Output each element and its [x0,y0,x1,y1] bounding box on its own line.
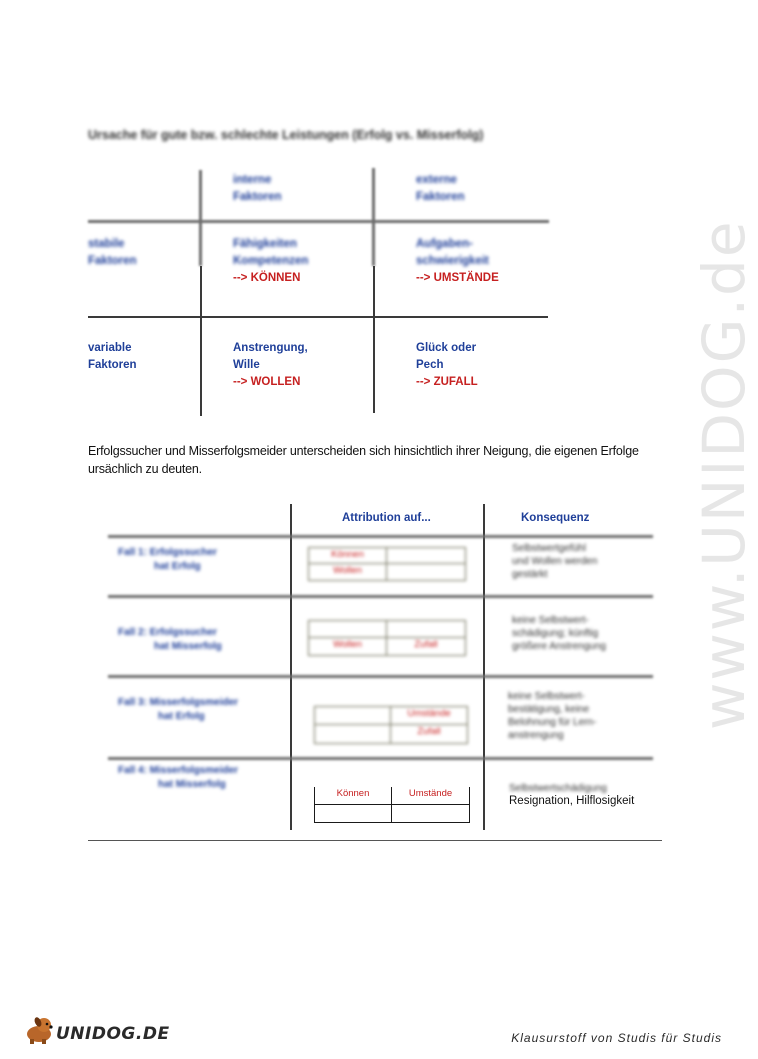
col-external-header: externe Faktoren [416,174,465,203]
case-1-consequence: Selbstwertgefühl und Wollen werden gestärkt [512,543,598,580]
table1-hline-2 [88,316,548,318]
table1-vline-1b [200,266,202,416]
case-3-cell [315,725,391,743]
row-variable-header: variable Faktoren [88,342,137,371]
table1-hline-1 [88,220,549,223]
case-2-grid [308,620,466,656]
case-2-cell [309,621,387,638]
tag-koennen: --> KÖNNEN [233,272,301,284]
case-4-grid [314,787,470,823]
case-4-cell [315,805,392,823]
case-2-consequence: keine Selbstwert- schädigung; künftig größere Anstrengung [512,615,606,652]
table2-vline-1 [290,504,292,830]
table1-title: Ursache für gute bzw. schlechte Leistungen (Erfolg vs. Misserfolg) [88,128,484,142]
case-4-label: Fall 4: Misserfolgsmeider hat Misserfolg [118,765,239,790]
tag-umstaende: --> UMSTÄNDE [416,272,499,284]
intro-paragraph: Erfolgssucher und Misserfolgsmeider unterscheiden sich hinsichtlich ihrer Neigung, die eigenen Erfolge ursächlich zu deuten. [88,444,639,476]
logo-dog-icon [22,1014,56,1044]
footer-tagline: Klausurstoff von Studis für Studis [511,1031,722,1045]
row-stable-internal-cell: Fähigkeiten Kompetenzen --> KÖNNEN [233,236,308,287]
case-1-grid [308,547,466,581]
case-4-cell: Umstände [392,787,469,805]
row-stable-header: stabile Faktoren [88,238,137,267]
case-4-cell [392,805,469,823]
row-variable-external-cell: Glück oder Pech --> ZUFALL [416,340,478,391]
row-stable-external-cell: Aufgaben- schwierigkeit --> UMSTÄNDE [416,236,499,287]
table2-bottom-line [88,840,662,841]
table2-hline-1 [108,535,653,538]
case-3-consequence: keine Selbstwert- bestätigung, keine Belohnung für Lern- anstrengung [508,691,597,741]
case-2-cell: Zufall [414,639,438,650]
table2-vline-2 [483,504,485,830]
logo-text: UNIDOG.DE [56,1024,170,1044]
case-1-cell: Wollen [309,564,387,580]
case-1-cell: Können [309,548,387,564]
header-attribution: Attribution auf... [342,512,431,524]
case-4-consequence: Selbstwertschädigung Resignation, Hilflosigkeit [509,783,635,807]
case-2-cell [387,621,465,638]
table2-hline-3 [108,675,653,678]
table2-hline-4 [108,757,653,760]
table1-vline-2 [372,168,375,266]
row-variable-internal-cell: Anstrengung, Wille --> WOLLEN [233,340,308,391]
table1-vline-1 [199,170,202,266]
tag-wollen: --> WOLLEN [233,376,301,388]
case-1-cell [387,548,465,564]
case-4-cell: Können [315,787,392,805]
case-3-label: Fall 3: Misserfolgsmeider hat Erfolg [118,697,239,722]
table2-hline-2 [108,595,653,598]
case-3-cell: Zufall [417,726,441,737]
col-internal-header: interne Faktoren [233,174,282,203]
case-3-cell [315,707,391,725]
header-consequence: Konsequenz [521,512,590,524]
tag-zufall: --> ZUFALL [416,376,478,388]
case-3-grid [314,706,468,744]
case-1-label: Fall 1: Erfolgssucher hat Erfolg [118,547,217,572]
watermark-text: www.UNIDOG.de [690,219,758,730]
case-1-cell [387,564,465,580]
case-3-cell: Umstände [391,707,467,725]
case-2-cell: Wollen [309,638,387,655]
case-2-label: Fall 2: Erfolgssucher hat Misserfolg [118,627,222,652]
table1-vline-2b [373,266,375,413]
